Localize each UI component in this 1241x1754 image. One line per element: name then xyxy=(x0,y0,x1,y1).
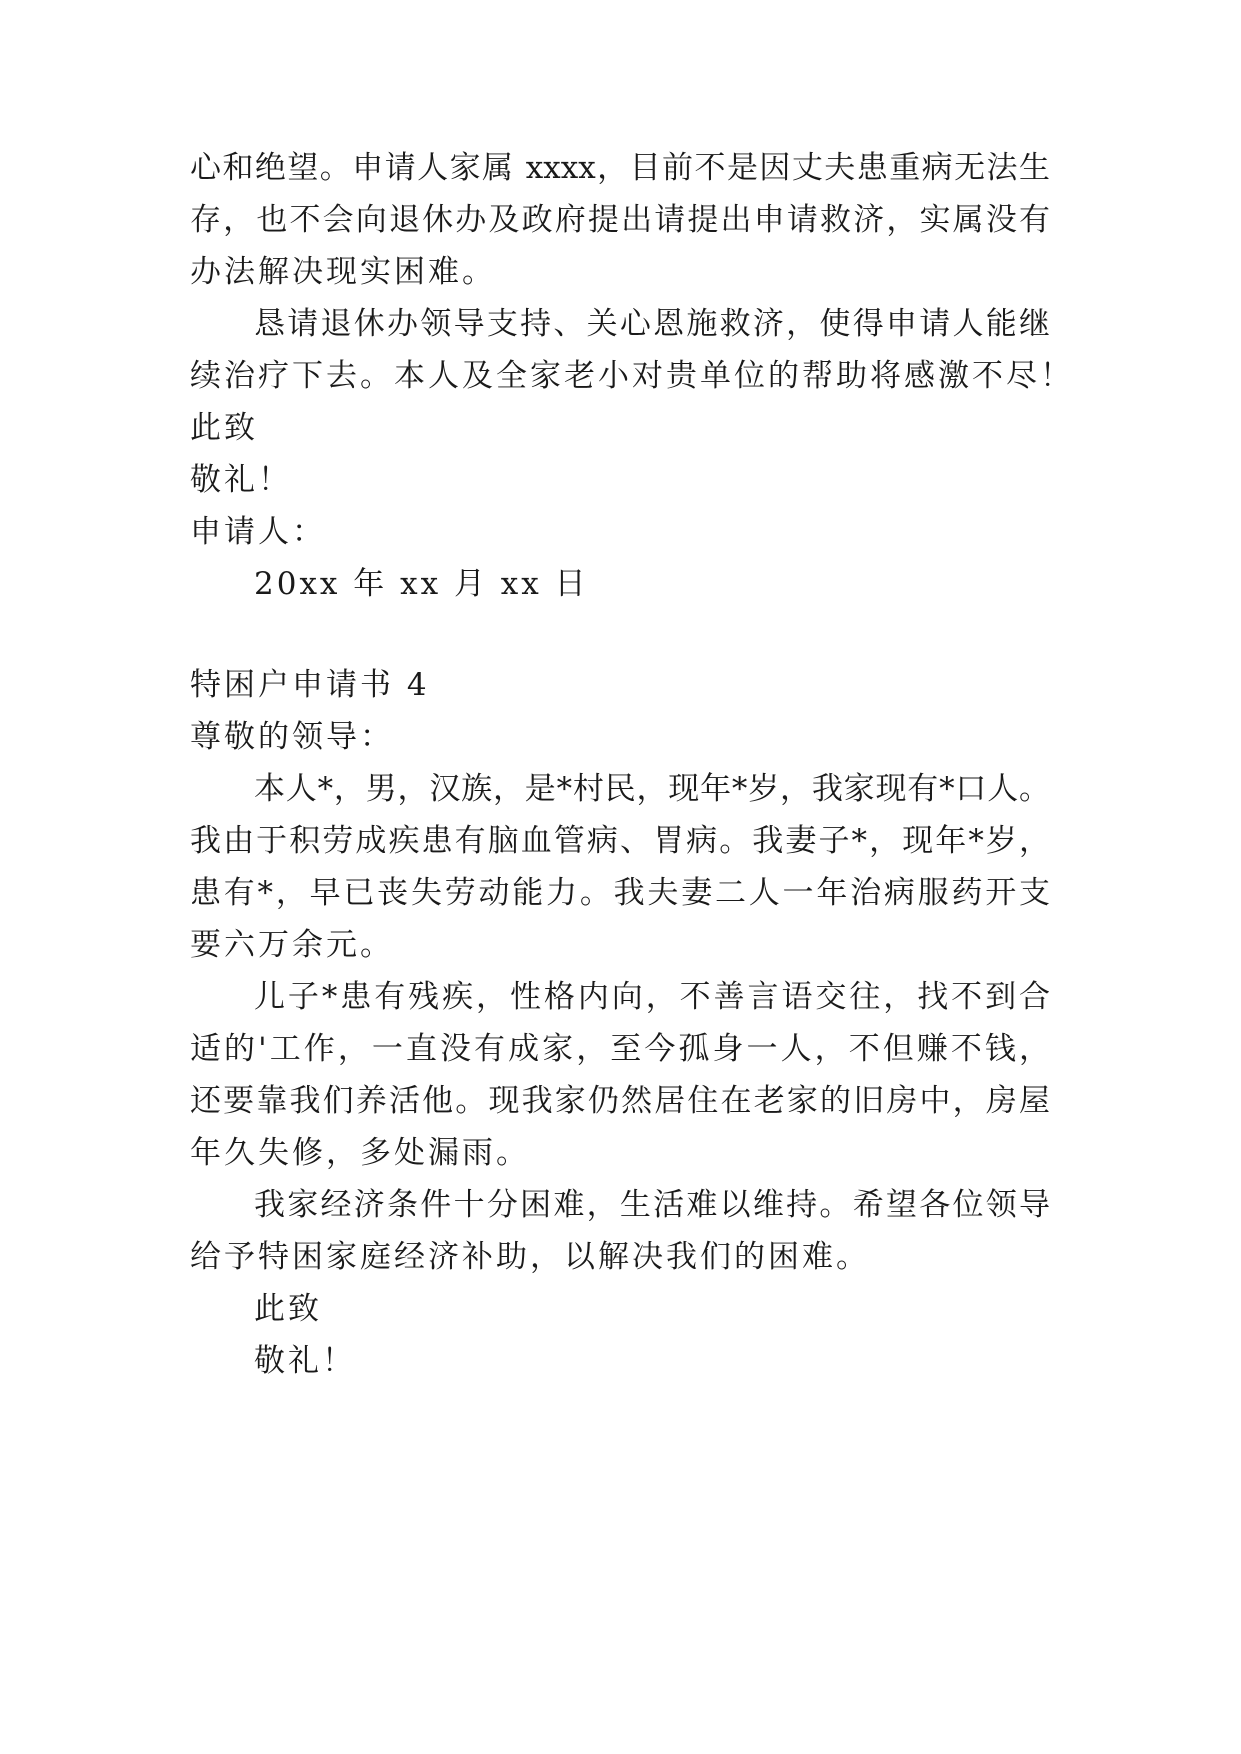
body-line: 还要靠我们养活他。现我家仍然居住在老家的旧房中，房屋 xyxy=(190,1083,1050,1119)
greeting: 尊敬的领导： xyxy=(190,719,394,755)
body-line: 患有*，早已丧失劳动能力。我夫妻二人一年治病服药开支 xyxy=(190,875,1050,911)
body-line: 我家经济条件十分困难，生活难以维持。希望各位领导 xyxy=(254,1187,1050,1223)
body-line: 我由于积劳成疾患有脑血管病、胃病。我妻子*，现年*岁， xyxy=(190,823,1050,859)
body-line: 存，也不会向退休办及政府提出请提出申请救济，实属没有 xyxy=(190,202,1050,238)
closing-respect: 敬礼！ xyxy=(254,1343,356,1379)
body-line: 要六万余元。 xyxy=(190,927,394,963)
body-line: 年久失修，多处漏雨。 xyxy=(190,1135,530,1171)
body-line: 儿子*患有残疾，性格内向，不善言语交往，找不到合 xyxy=(254,979,1050,1015)
applicant-label: 申请人： xyxy=(190,514,326,550)
body-line: 办法解决现实困难。 xyxy=(190,254,496,290)
closing-salutation: 此致 xyxy=(254,1291,322,1327)
body-line: 给予特困家庭经济补助，以解决我们的困难。 xyxy=(190,1239,870,1275)
body-line: 适的'工作，一直没有成家，至今孤身一人，不但赚不钱， xyxy=(190,1031,1050,1067)
body-line: 本人*，男，汉族，是*村民，现年*岁，我家现有*口人。 xyxy=(254,771,1050,807)
body-line: 心和绝望。申请人家属 xxxx，目前不是因丈夫患重病无法生 xyxy=(190,150,1050,186)
closing-respect: 敬礼！ xyxy=(190,462,292,498)
closing-salutation: 此致 xyxy=(190,410,258,446)
body-line: 续治疗下去。本人及全家老小对贵单位的帮助将感激不尽！ xyxy=(190,358,1074,394)
section-title: 特困户申请书 4 xyxy=(190,667,430,703)
date-line: 20xx 年 xx 月 xx 日 xyxy=(254,566,589,602)
body-line: 恳请退休办领导支持、关心恩施救济，使得申请人能继 xyxy=(254,306,1050,342)
